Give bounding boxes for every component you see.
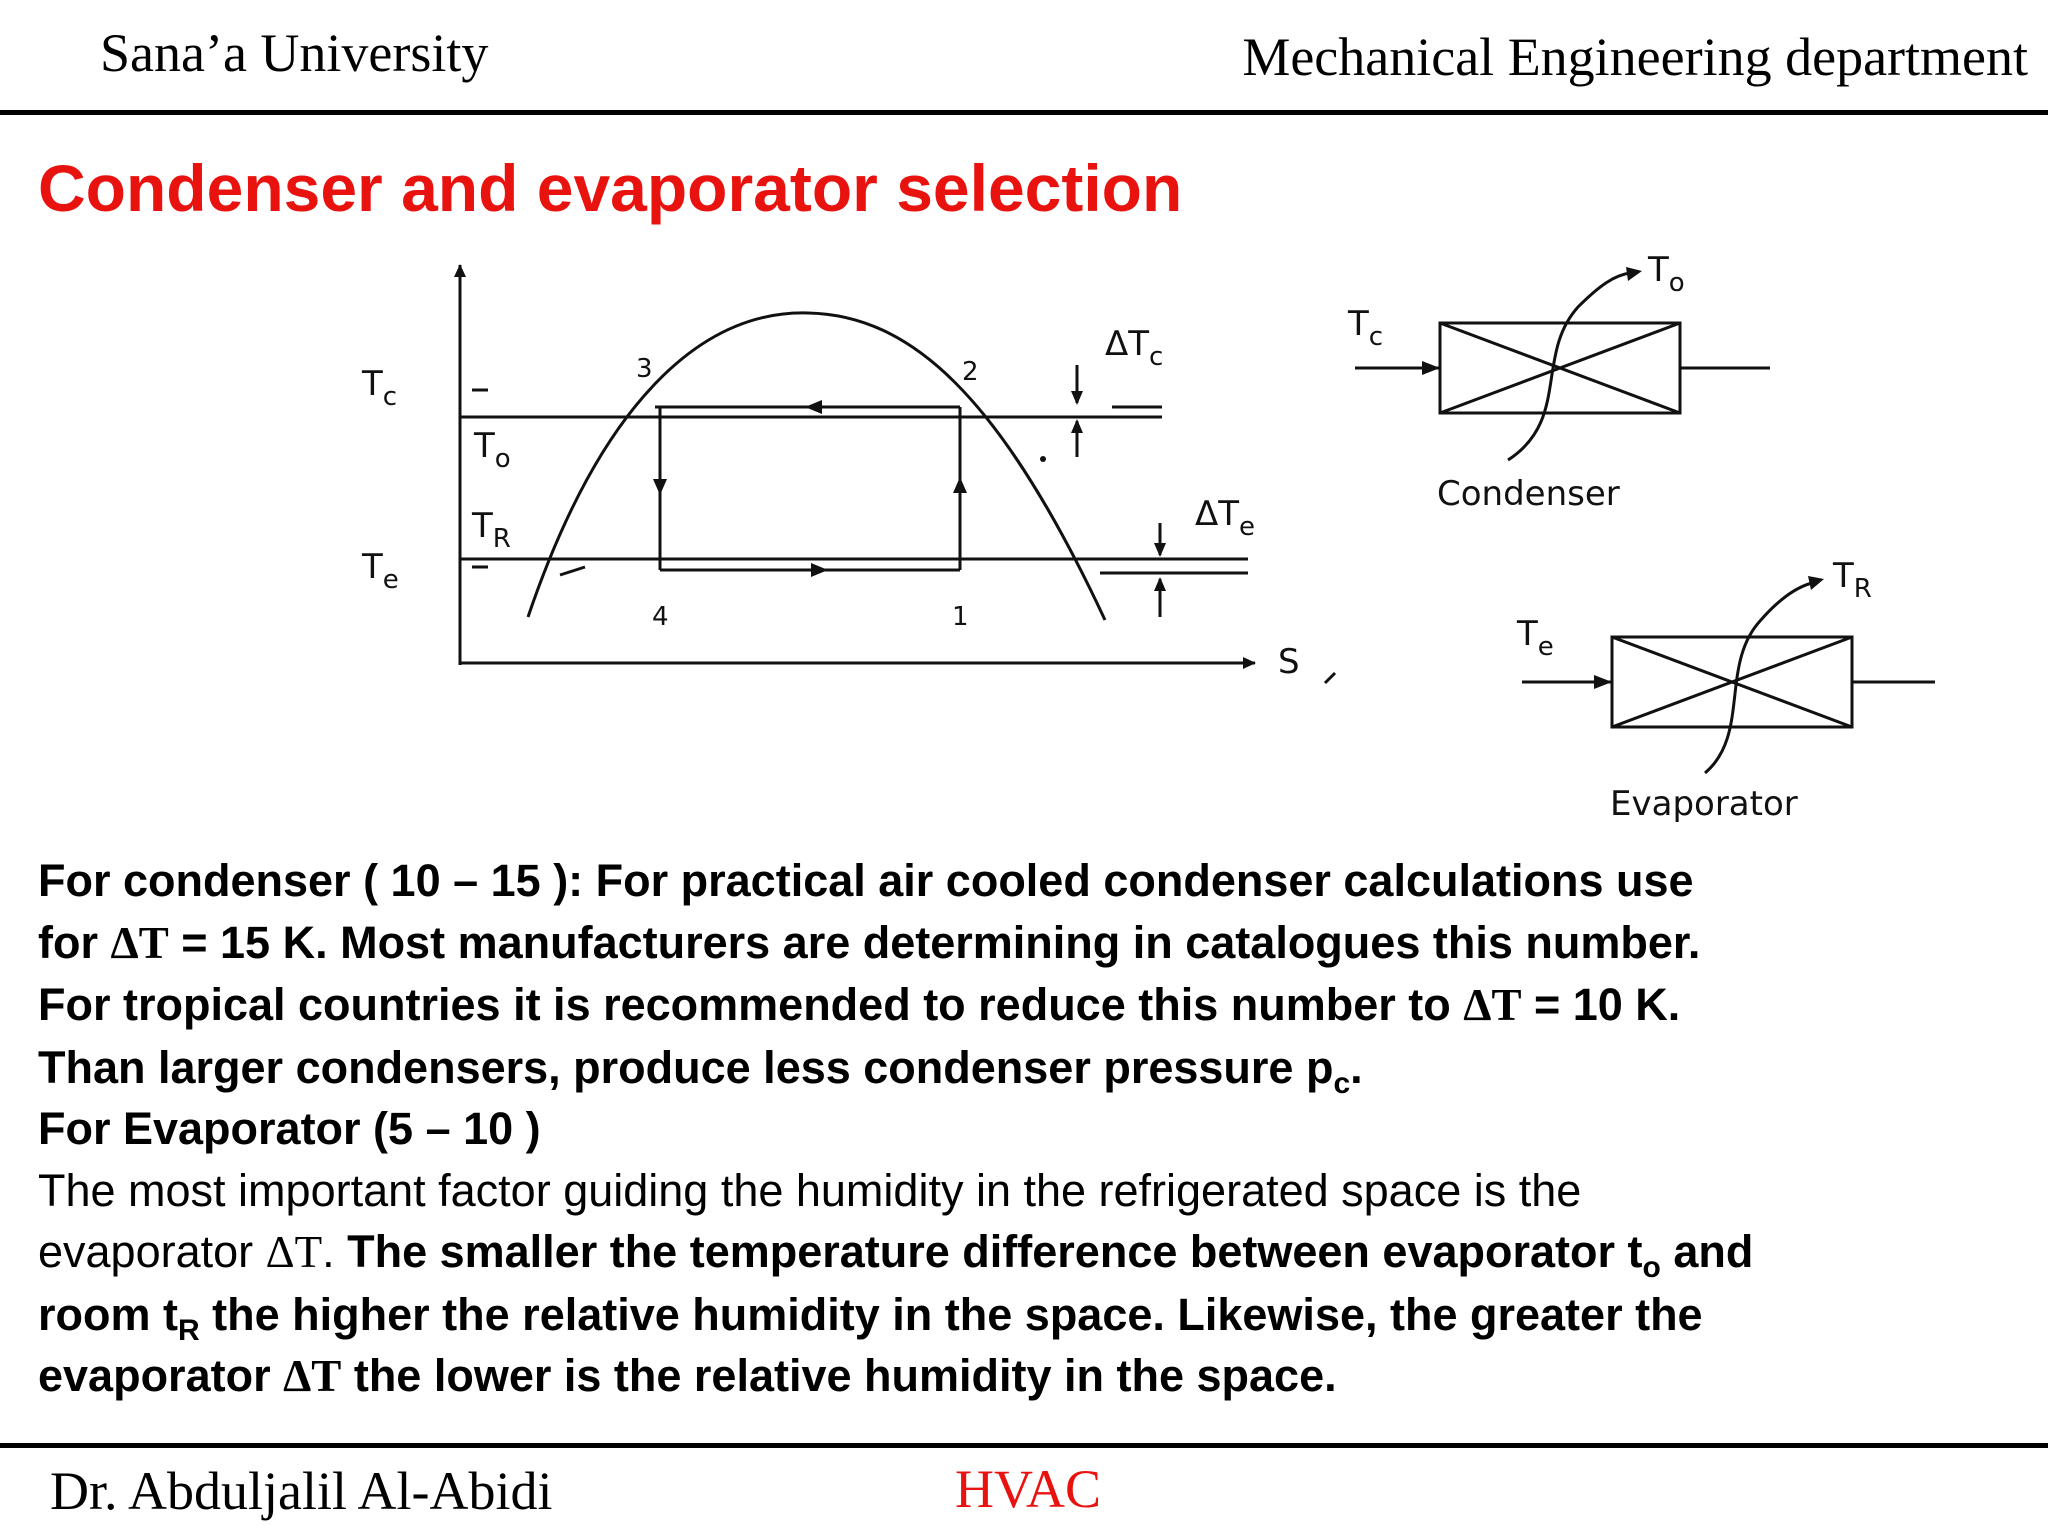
dot-mark bbox=[1040, 456, 1046, 462]
evaporator-inlet-head bbox=[1594, 675, 1612, 689]
delta-t-symbol: ΔT bbox=[1463, 980, 1522, 1030]
condenser-out-label: $T_o$ bbox=[1648, 250, 1685, 298]
header-department: Mechanical Engineering department bbox=[1242, 27, 2028, 87]
evaporator-in-label: $T_e$ bbox=[1517, 614, 1554, 662]
cycle-arrow-up bbox=[953, 477, 967, 493]
header-rule bbox=[0, 110, 2048, 115]
evaporator-out-head bbox=[1808, 576, 1824, 590]
footer-author: Dr. Abduljalil Al-Abidi bbox=[50, 1461, 553, 1521]
to-label: $T_o$ bbox=[474, 426, 511, 474]
s-mark bbox=[1325, 673, 1335, 683]
tr-label: $T_R$ bbox=[472, 506, 511, 554]
dome-mark bbox=[560, 567, 585, 575]
text-line-6: The most important factor guiding the humidity in the refrigerated space is the bbox=[38, 1164, 1582, 1216]
s-axis-label: S bbox=[1278, 642, 1300, 682]
text-line-5: For Evaporator (5 – 10 ) bbox=[38, 1103, 541, 1154]
text-line-7: evaporator ΔT. The smaller the temperature difference between evaporator $t_o$ and bbox=[38, 1226, 1754, 1284]
dte-head-down bbox=[1154, 543, 1166, 557]
dtc-head-down bbox=[1071, 391, 1083, 405]
condenser-flow-curve bbox=[1508, 273, 1630, 460]
text-line-4: Than larger condensers, produce less condenser pressure $p_c$. bbox=[38, 1041, 1363, 1100]
condenser-in-label: $T_c$ bbox=[1348, 304, 1384, 352]
footer-course: HVAC bbox=[955, 1459, 1102, 1519]
evaporator-out-label: $T_R$ bbox=[1833, 556, 1872, 604]
dtc-head-up bbox=[1071, 419, 1083, 433]
text-line-3: For tropical countries it is recommended to reduce this number to ΔT = 10 K. bbox=[38, 979, 1681, 1030]
tc-label: $T_c$ bbox=[362, 364, 398, 412]
cycle-arrow-right bbox=[811, 563, 828, 577]
evaporator-label: Evaporator bbox=[1610, 784, 1798, 824]
delta-t-symbol: ΔT bbox=[265, 1227, 323, 1277]
header-university: Sana’a University bbox=[100, 23, 489, 83]
point-3: 3 bbox=[636, 354, 653, 384]
ts-diagram bbox=[0, 245, 2048, 835]
point-1: 1 bbox=[952, 602, 969, 632]
dtc-label: $\Delta T_c$ bbox=[1105, 324, 1164, 372]
text-line-9: evaporator ΔT the lower is the relative humidity in the space. bbox=[38, 1350, 1337, 1401]
text-line-8: room $t_R$ the higher the relative humidity in the space. Likewise, the greater the bbox=[38, 1288, 1703, 1347]
condenser-out-head bbox=[1626, 267, 1642, 281]
body-text bbox=[38, 850, 2028, 1408]
footer-rule bbox=[0, 1443, 2048, 1448]
cycle-arrow-down bbox=[653, 479, 667, 495]
delta-t-symbol: ΔT bbox=[283, 1351, 342, 1401]
condenser-inlet-head bbox=[1422, 361, 1440, 375]
cycle-arrow-left bbox=[805, 400, 822, 414]
delta-t-symbol: ΔT bbox=[110, 917, 169, 968]
dte-head-up bbox=[1154, 577, 1166, 591]
text-line-2: for ΔT = 15 K. Most manufacturers are determining in catalogues this number. bbox=[38, 916, 1701, 968]
text-line-1: For condenser ( 10 – 15 ): For practical air cooled condenser calculations use bbox=[38, 855, 1694, 906]
condenser-label: Condenser bbox=[1437, 474, 1620, 514]
point-2: 2 bbox=[962, 357, 979, 387]
dte-label: $\Delta T_e$ bbox=[1195, 494, 1256, 542]
te-label: $T_e$ bbox=[362, 547, 399, 595]
point-4: 4 bbox=[652, 602, 669, 632]
slide-title: Condenser and evaporator selection bbox=[38, 151, 1183, 225]
